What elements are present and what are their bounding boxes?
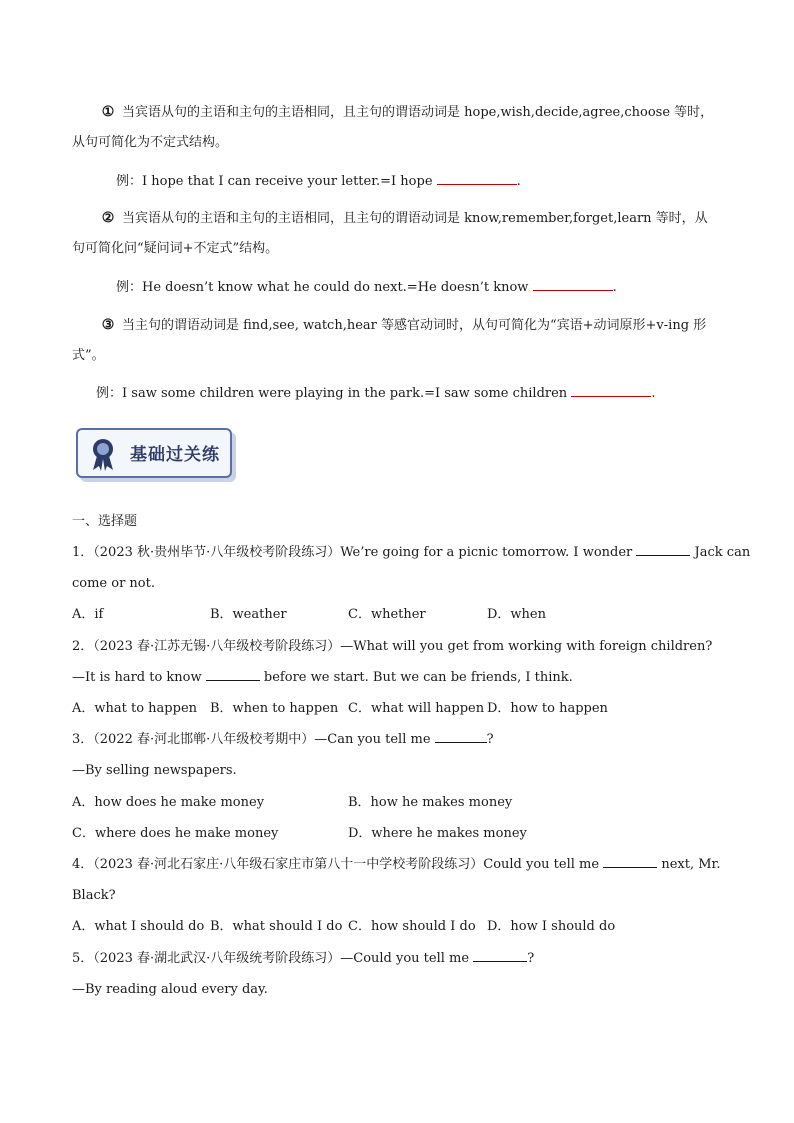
- question-1-option-c[interactable]: C．whether: [348, 607, 426, 622]
- question-3-option-c[interactable]: C．where does he make money: [72, 826, 279, 841]
- question-5-text: 5．（2023 春·湖北武汉·八年级统考阶段练习）—Could you tell me: [72, 951, 470, 966]
- question-5-stem-line-2: —By reading aloud every day.: [72, 982, 268, 997]
- question-2-option-d[interactable]: D．how to happen: [487, 701, 608, 716]
- question-1-stem-line-2: come or not.: [72, 576, 155, 591]
- question-3-option-d[interactable]: D．where he makes money: [348, 826, 527, 841]
- rule-3-text: 当主句的谓语动词是 find,see, watch,hear 等感官动词时，从句可简化为“宾语+动词原形+v-ing 形: [122, 318, 707, 333]
- rule-3-line-2: 式”。: [72, 348, 105, 363]
- rule-3-example: [96, 386, 655, 402]
- rule-3-example-end: .: [651, 386, 656, 401]
- banner-label: 基础过关练: [130, 445, 220, 465]
- question-1-option-b[interactable]: B．weather: [210, 607, 287, 622]
- rule-1-line-2: 从句可简化为不定式结构。: [72, 135, 229, 150]
- rule-1-line-1: [100, 104, 713, 121]
- question-4-stem-line-2: Black?: [72, 888, 116, 903]
- question-3-option-a[interactable]: A．how does he make money: [72, 795, 265, 810]
- question-2-text: —It is hard to know: [72, 670, 202, 685]
- rule-2-text: 当宾语从句的主语和主句的主语相同，且主句的谓语动词是 know,remember,forget,learn 等时，从: [122, 211, 708, 226]
- rule-1-text: 当宾语从句的主语和主句的主语相同，且主句的谓语动词是 hope,wish,decide,agree,choose 等时，: [122, 105, 714, 120]
- question-1-option-a[interactable]: A．if: [72, 607, 104, 622]
- question-3-stem: [72, 732, 494, 748]
- question-3-text: 3．（2022 春·河北邯郸·八年级校考期中）—Can you tell me: [72, 732, 431, 747]
- rule-2-example-end: .: [612, 280, 617, 295]
- question-3-blank[interactable]: [435, 742, 487, 743]
- award-ribbon-icon: [88, 436, 118, 472]
- rule-1-number: ①: [101, 104, 115, 120]
- rule-1-example: [116, 174, 521, 190]
- question-5-stem: [72, 951, 534, 967]
- section-title: 一、选择题: [72, 514, 138, 529]
- question-4-option-b[interactable]: B．what should I do: [210, 919, 343, 934]
- rule-3-line-1: [100, 317, 706, 334]
- question-2-text-after: before we start. But we can be friends, I think.: [263, 670, 573, 685]
- question-4-option-d[interactable]: D．how I should do: [487, 919, 616, 934]
- question-1-text: 1．（2023 秋·贵州毕节·八年级校考阶段练习）We’re going for a picnic tomorrow. I wonder: [72, 545, 633, 560]
- question-4-blank[interactable]: [603, 867, 657, 868]
- rule-3-example-text: 例：I saw some children were playing in the park.=I saw some children: [96, 386, 568, 401]
- question-4-text: 4．（2023 春·河北石家庄·八年级石家庄市第八十一中学校考阶段练习）Could you tell me: [72, 857, 600, 872]
- section-banner: [76, 428, 234, 480]
- question-5-text-after: ?: [527, 951, 535, 966]
- question-1-text-after: Jack can: [694, 545, 751, 560]
- question-3-option-b[interactable]: B．how he makes money: [348, 795, 513, 810]
- rule-2-number: ②: [101, 210, 115, 226]
- question-1-blank[interactable]: [636, 555, 690, 556]
- question-3-text-after: ?: [486, 732, 494, 747]
- rule-1-example-text: 例：I hope that I can receive your letter.=I hope: [116, 174, 433, 189]
- rule-2-line-1: [100, 210, 708, 227]
- question-2-option-a[interactable]: A．what to happen: [72, 701, 198, 716]
- rule-2-answer-blank[interactable]: [533, 290, 613, 291]
- question-1-option-d[interactable]: D．when: [487, 607, 546, 622]
- rule-2-example-text: 例：He doesn’t know what he could do next.=He doesn’t know: [116, 280, 529, 295]
- question-4-text-after: next, Mr.: [661, 857, 721, 872]
- rule-2-line-2: 句可简化问“疑问词+不定式”结构。: [72, 241, 279, 256]
- question-2-option-c[interactable]: C．what will happen: [348, 701, 485, 716]
- question-3-stem-line-2: —By selling newspapers.: [72, 763, 237, 778]
- rule-3-answer-blank[interactable]: [571, 396, 651, 397]
- question-4-stem: [72, 857, 720, 873]
- question-2-stem: 2．（2023 春·江苏无锡·八年级校考阶段练习）—What will you get from working with foreign children?: [72, 639, 713, 654]
- rule-1-answer-blank[interactable]: [437, 184, 517, 185]
- question-4-option-a[interactable]: A．what I should do: [72, 919, 205, 934]
- question-1-stem: [72, 545, 750, 561]
- question-2-stem-line-2: [72, 670, 573, 686]
- question-2-option-b[interactable]: B．when to happen: [210, 701, 339, 716]
- question-4-option-c[interactable]: C．how should I do: [348, 919, 476, 934]
- rule-1-example-end: .: [516, 174, 521, 189]
- rule-3-number: ③: [101, 317, 115, 333]
- rule-2-example: [116, 280, 617, 296]
- question-5-blank[interactable]: [473, 961, 527, 962]
- question-2-blank[interactable]: [206, 680, 260, 681]
